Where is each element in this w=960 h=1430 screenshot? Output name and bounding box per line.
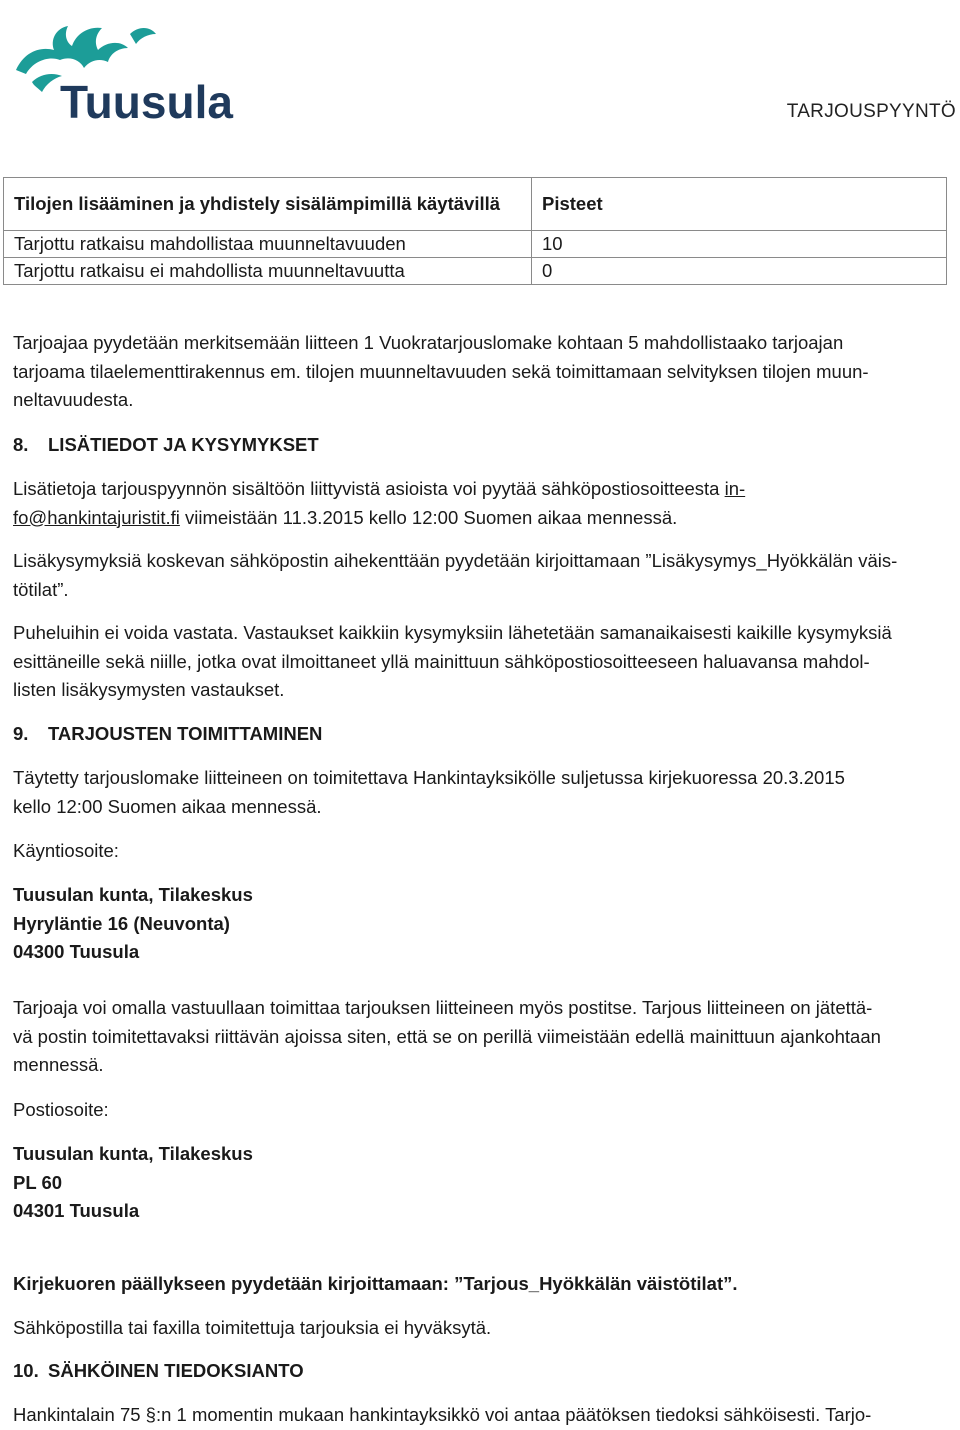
visit-address (13, 881, 953, 967)
text-line: tötilat”. (13, 578, 69, 600)
tuusula-logo (10, 4, 233, 128)
text-line: tarjoama tilaelementtirakennus em. tilojen muunneltavuuden sekä toimittamaan selvityksen tilojen muun- (13, 360, 869, 382)
text-line: neltavuudesta. (13, 389, 134, 411)
logo-wordmark: Tuusula (60, 76, 233, 128)
text-line (13, 504, 953, 533)
points-header: Pisteet (532, 178, 947, 231)
section-number: 10. (13, 1360, 39, 1381)
section-title: LISÄTIEDOT JA KYSYMYKSET (48, 434, 319, 455)
section-number: 9. (13, 723, 29, 744)
address-line: Tuusulan kunta, Tilakeskus (13, 1143, 253, 1164)
criterion-cell: Tarjottu ratkaisu mahdollistaa muunneltavuuden (4, 231, 532, 258)
contact-paragraph (13, 475, 953, 532)
post-delivery-paragraph (13, 994, 953, 1080)
text-line: Puheluihin ei voida vastata. Vastaukset kaikkiin kysymyksiin lähetetään samanaikaisesti kaikille kysymyksiä (13, 622, 892, 643)
section-number: 8. (13, 434, 29, 455)
text-line: kello 12:00 Suomen aikaa mennessä. (13, 795, 322, 817)
section-10-heading (13, 1357, 953, 1386)
text-run: viimeistään 11.3.2015 kello 12:00 Suomen aikaa mennessä. (179, 506, 678, 528)
scoring-table (3, 177, 947, 285)
section-8-heading (13, 431, 953, 460)
subject-paragraph (13, 547, 953, 604)
envelope-note: Kirjekuoren päällykseen pyydetään kirjoittamaan: ”Tarjous_Hyökkälän väistötilat”. (13, 1273, 738, 1294)
post-address (13, 1140, 953, 1226)
text-run: Lisätietoja tarjouspyynnön sisältöön liittyvistä asioista voi pyytää sähköpostiosoitteesta (13, 478, 725, 499)
post-address-label: Postiosoite: (13, 1099, 109, 1120)
text-line: listen lisäkysymysten vastaukset. (13, 679, 285, 701)
text-line: esittäneille sekä niille, jotka ovat ilmoittaneet yllä mainittuun sähköpostiosoitteeseen haluavansa mahdol- (13, 650, 870, 672)
table-row (4, 258, 947, 285)
document-type-label: TARJOUSPYYNTÖ (786, 101, 956, 122)
address-line: 04301 Tuusula (13, 1200, 140, 1222)
email-link[interactable]: fo@hankintajuristit.fi (13, 506, 180, 528)
criterion-cell: Tarjottu ratkaisu ei mahdollista muunneltavuutta (4, 258, 532, 285)
address-line: Hyryläntie 16 (Neuvonta) (13, 912, 230, 934)
visit-address-label: Käyntiosoite: (13, 840, 119, 861)
text-line: vä postin toimitettavaksi riittävän ajoissa siten, että se on perillä viimeistään edellä mainittuun ajankohtaan (13, 1025, 881, 1047)
address-line: PL 60 (13, 1171, 63, 1193)
text-line: Tarjoajaa pyydetään merkitsemään liitteen 1 Vuokratarjouslomake kohtaan 5 mahdollistaako tarjoajan (13, 332, 844, 353)
points-cell: 10 (532, 231, 947, 258)
text-line: mennessä. (13, 1054, 104, 1076)
text-line: Hankintalain 75 §:n 1 momentin mukaan hankintayksikkö voi antaa päätöksen tiedoksi sähköisesti. Tarjo- (13, 1404, 872, 1425)
points-cell: 0 (532, 258, 947, 285)
no-email-fax-note: Sähköpostilla tai faxilla toimitettuja tarjouksia ei hyväksytä. (13, 1317, 492, 1338)
table-header-row (4, 178, 947, 231)
address-line: Tuusulan kunta, Tilakeskus (13, 884, 253, 905)
table-row (4, 231, 947, 258)
criterion-header: Tilojen lisääminen ja yhdistely sisälämpimillä käytävillä (4, 178, 532, 231)
text-line: Lisäkysymyksiä koskevan sähköpostin aihekenttään pyydetään kirjoittamaan ”Lisäkysymys_Hyökkälän väis- (13, 550, 898, 571)
section-9-heading (13, 720, 953, 749)
text-line: Täytetty tarjouslomake liitteineen on toimitettava Hankintayksikölle suljetussa kirjekuoressa 20.3.2015 (13, 767, 845, 788)
email-link[interactable]: in- (724, 478, 746, 499)
section-title: SÄHKÖINEN TIEDOKSIANTO (48, 1360, 304, 1381)
adaptability-paragraph (13, 329, 953, 415)
text-line: Tarjoaja voi omalla vastuullaan toimittaa tarjouksen liitteineen myös postitse. Tarjous liitteineen on jätettä- (13, 997, 873, 1018)
answers-paragraph (13, 619, 953, 705)
text-line (13, 475, 953, 504)
notification-paragraph (13, 1401, 953, 1430)
address-line: 04300 Tuusula (13, 941, 140, 963)
section-title: TARJOUSTEN TOIMITTAMINEN (48, 723, 323, 744)
delivery-paragraph (13, 764, 953, 821)
